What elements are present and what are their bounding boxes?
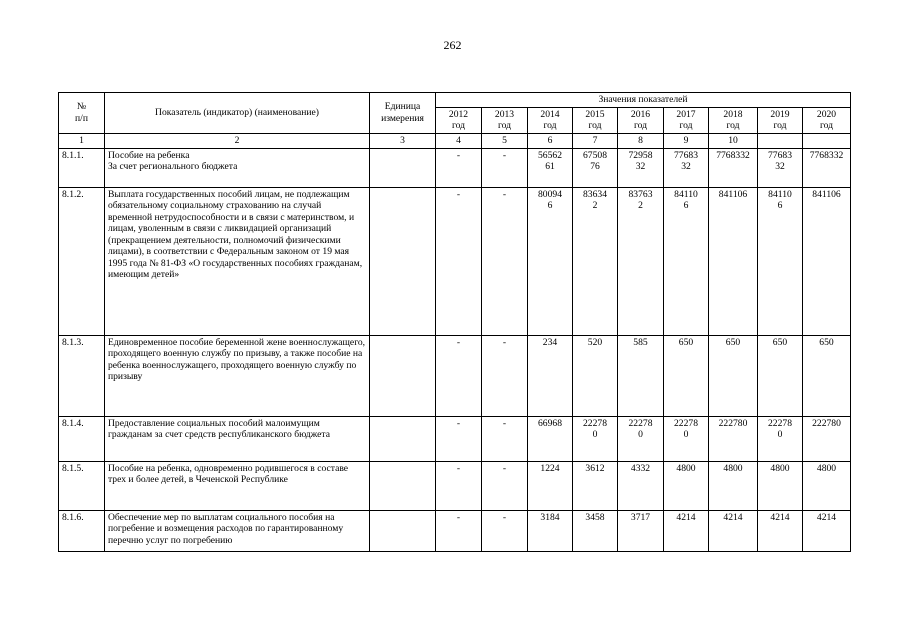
- row-value-cell: -: [436, 187, 482, 335]
- table-row: [59, 335, 851, 416]
- table-row: [59, 510, 851, 551]
- row-value-cell: 3612: [573, 461, 618, 510]
- header-values-title: Значения показателей: [436, 93, 851, 108]
- row-indicator-name: Обеспечение мер по выплатам социального пособия на погребение и возмещения расходов по гарантированному перечню услуг по погребению: [105, 510, 370, 551]
- row-value-cell: 4332: [618, 461, 664, 510]
- row-value-cell: -: [436, 461, 482, 510]
- row-value-cell: 222780: [803, 416, 851, 461]
- row-value-cell: 841106: [803, 187, 851, 335]
- indicators-table: [58, 92, 851, 552]
- table-row: [59, 148, 851, 187]
- column-number-cell: [758, 133, 803, 148]
- page-number: 262: [443, 38, 462, 52]
- column-number-cell: 8: [618, 133, 664, 148]
- table-row: [59, 461, 851, 510]
- header-year: 2017 год: [664, 107, 709, 133]
- row-number: 8.1.3.: [59, 335, 105, 416]
- row-value-cell: 66968: [528, 416, 573, 461]
- row-unit: [370, 335, 436, 416]
- column-number-cell: 6: [528, 133, 573, 148]
- row-unit: [370, 510, 436, 551]
- row-value-cell: 83634 2: [573, 187, 618, 335]
- row-unit: [370, 461, 436, 510]
- row-indicator-name: Единовременное пособие беременной жене военнослужащего, проходящего военную службу по призыву, а также пособие на ребенка военнослужащего, проходящего военную службу по призыву: [105, 335, 370, 416]
- row-indicator-name: Пособие на ребенка, одновременно родившегося в составе трех и более детей, в Чеченской Республике: [105, 461, 370, 510]
- header-num: № п/п: [59, 93, 105, 134]
- row-value-cell: 4214: [709, 510, 758, 551]
- table-body: [59, 133, 851, 551]
- row-value-cell: -: [436, 148, 482, 187]
- column-number-cell: 2: [105, 133, 370, 148]
- row-value-cell: 77683 32: [664, 148, 709, 187]
- row-value-cell: 4214: [803, 510, 851, 551]
- row-value-cell: 84110 6: [664, 187, 709, 335]
- row-value-cell: 3184: [528, 510, 573, 551]
- row-value-cell: 3717: [618, 510, 664, 551]
- row-value-cell: 3458: [573, 510, 618, 551]
- row-value-cell: -: [436, 510, 482, 551]
- row-value-cell: 22278 0: [664, 416, 709, 461]
- header-year: 2013 год: [482, 107, 528, 133]
- row-value-cell: 4800: [803, 461, 851, 510]
- row-number: 8.1.2.: [59, 187, 105, 335]
- row-value-cell: 222780: [709, 416, 758, 461]
- row-value-cell: -: [482, 187, 528, 335]
- row-unit: [370, 148, 436, 187]
- row-value-cell: -: [482, 510, 528, 551]
- row-value-cell: 77683 32: [758, 148, 803, 187]
- row-value-cell: 22278 0: [573, 416, 618, 461]
- column-number-cell: 1: [59, 133, 105, 148]
- column-numbers-row: [59, 133, 851, 148]
- row-value-cell: 4800: [664, 461, 709, 510]
- row-indicator-name: Пособие на ребенка За счет регионального бюджета: [105, 148, 370, 187]
- row-value-cell: 4800: [758, 461, 803, 510]
- row-value-cell: 67508 76: [573, 148, 618, 187]
- row-value-cell: 22278 0: [618, 416, 664, 461]
- header-year: 2014 год: [528, 107, 573, 133]
- header-unit: Единица измерения: [370, 93, 436, 134]
- row-value-cell: 4800: [709, 461, 758, 510]
- row-value-cell: -: [482, 461, 528, 510]
- row-value-cell: -: [436, 416, 482, 461]
- row-value-cell: 1224: [528, 461, 573, 510]
- header-year: 2015 год: [573, 107, 618, 133]
- row-value-cell: 72958 32: [618, 148, 664, 187]
- row-value-cell: 83763 2: [618, 187, 664, 335]
- row-value-cell: 7768332: [709, 148, 758, 187]
- row-value-cell: 4214: [758, 510, 803, 551]
- row-value-cell: 650: [758, 335, 803, 416]
- row-value-cell: -: [436, 335, 482, 416]
- row-value-cell: 585: [618, 335, 664, 416]
- row-indicator-name: Выплата государственных пособий лицам, не подлежащим обязательному социальному страхованию на случай временной нетрудоспособности и в связи с материнством, и лицам, уволенным в связи с ликвидацией организаций (прекращением деятельности, полномочий физическими лицами), в соответствии с Федеральным законом от 19 мая 1995 года № 81-ФЗ «О государственных пособиях гражданам, имеющим детей»: [105, 187, 370, 335]
- header-year: 2012 год: [436, 107, 482, 133]
- row-value-cell: 650: [664, 335, 709, 416]
- row-value-cell: 841106: [709, 187, 758, 335]
- row-value-cell: -: [482, 416, 528, 461]
- row-value-cell: 4214: [664, 510, 709, 551]
- row-unit: [370, 416, 436, 461]
- row-value-cell: -: [482, 148, 528, 187]
- table-row: [59, 187, 851, 335]
- column-number-cell: 9: [664, 133, 709, 148]
- column-number-cell: 7: [573, 133, 618, 148]
- header-indicator: Показатель (индикатор) (наименование): [105, 93, 370, 134]
- header-year: 2020 год: [803, 107, 851, 133]
- row-value-cell: -: [482, 335, 528, 416]
- row-indicator-name: Предоставление социальных пособий малоимущим гражданам за счет средств республиканского бюджета: [105, 416, 370, 461]
- row-number: 8.1.4.: [59, 416, 105, 461]
- column-number-cell: 4: [436, 133, 482, 148]
- header-year: 2019 год: [758, 107, 803, 133]
- column-number-cell: 3: [370, 133, 436, 148]
- row-value-cell: 520: [573, 335, 618, 416]
- table-row: [59, 416, 851, 461]
- row-value-cell: 7768332: [803, 148, 851, 187]
- header-year: 2018 год: [709, 107, 758, 133]
- row-value-cell: 84110 6: [758, 187, 803, 335]
- header-year: 2016 год: [618, 107, 664, 133]
- column-number-cell: 5: [482, 133, 528, 148]
- row-value-cell: 56562 61: [528, 148, 573, 187]
- row-value-cell: 22278 0: [758, 416, 803, 461]
- column-number-cell: 10: [709, 133, 758, 148]
- row-value-cell: 650: [709, 335, 758, 416]
- row-number: 8.1.1.: [59, 148, 105, 187]
- row-value-cell: 650: [803, 335, 851, 416]
- row-value-cell: 234: [528, 335, 573, 416]
- column-number-cell: [803, 133, 851, 148]
- row-number: 8.1.5.: [59, 461, 105, 510]
- row-value-cell: 80094 6: [528, 187, 573, 335]
- row-number: 8.1.6.: [59, 510, 105, 551]
- row-unit: [370, 187, 436, 335]
